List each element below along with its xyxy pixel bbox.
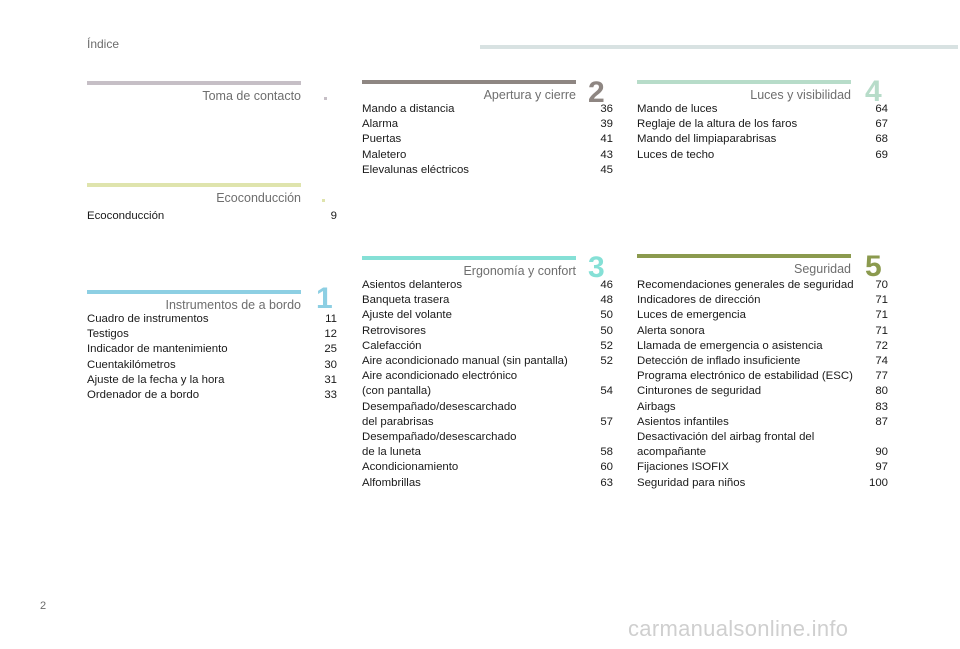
- toc-entry[interactable]: [87, 312, 337, 327]
- toc-entry-label: Aire acondicionado electrónico (con pantalla): [362, 370, 518, 398]
- toc-entry-label: Calefacción: [362, 339, 422, 352]
- toc-entry-page: 52: [600, 355, 613, 368]
- section-title: Apertura y cierre: [483, 88, 576, 102]
- toc-entry-page: 43: [600, 148, 613, 161]
- toc-entry-page: 31: [324, 373, 337, 386]
- toc-entry-page: 58: [600, 446, 613, 459]
- toc-entry-page: 45: [600, 163, 613, 176]
- entry-list: [87, 209, 337, 224]
- toc-entry-page: 33: [324, 389, 337, 402]
- toc-entry-label: Reglaje de la altura de los faros: [637, 118, 798, 131]
- section-bar: [87, 290, 301, 294]
- toc-entry-label: Luces de techo: [637, 148, 715, 161]
- toc-entry[interactable]: [87, 388, 337, 403]
- toc-entry[interactable]: [362, 102, 613, 117]
- toc-entry[interactable]: [362, 460, 613, 475]
- toc-entry-label: Luces de emergencia: [637, 309, 746, 322]
- entry-list: [637, 102, 888, 163]
- toc-entry-page: 64: [875, 103, 888, 115]
- toc-entry-label: Alfombrillas: [362, 476, 421, 489]
- toc-entry-page: 87: [875, 415, 888, 428]
- section-number: 3: [588, 251, 605, 284]
- section-bar: [637, 254, 851, 258]
- toc-entry-label: Desempañado/desescarchado de la luneta: [362, 431, 517, 459]
- toc-entry[interactable]: [637, 308, 888, 323]
- toc-entry-label: Fijaciones ISOFIX: [637, 461, 729, 474]
- toc-entry-label: Cuentakilómetros: [87, 358, 176, 371]
- toc-entry-label: Elevalunas eléctricos: [362, 163, 469, 176]
- page-title: Índice: [87, 37, 120, 51]
- toc-entry-label: Llamada de emergencia o asistencia: [637, 339, 823, 352]
- toc-entry-label: Ordenador de a bordo: [87, 389, 200, 402]
- toc-entry-label: Asientos delanteros: [362, 279, 463, 291]
- toc-entry[interactable]: [362, 163, 613, 178]
- toc-entry-label: Mando a distancia: [362, 103, 455, 115]
- toc-entry[interactable]: [362, 324, 613, 339]
- toc-entry[interactable]: [87, 358, 337, 373]
- section-number: 2: [588, 76, 605, 109]
- toc-entry[interactable]: [362, 339, 613, 354]
- toc-entry-page: 39: [600, 118, 613, 131]
- toc-entry-page: 71: [875, 309, 888, 322]
- header-rule: [480, 45, 958, 49]
- toc-entry-label: Mando del limpiaparabrisas: [637, 133, 777, 146]
- toc-entry-page: 57: [600, 415, 613, 428]
- page-number: 2: [40, 600, 47, 612]
- section-number: 5: [865, 250, 882, 283]
- toc-entry-label: Seguridad para niños: [637, 476, 746, 489]
- section-title: Ergonomía y confort: [463, 264, 576, 278]
- toc-entry-page: 74: [875, 355, 888, 368]
- toc-entry-label: Alarma: [362, 118, 399, 131]
- toc-entry-label: Acondicionamiento: [362, 461, 459, 474]
- section-title: Seguridad: [794, 262, 851, 276]
- toc-entry-label: Desempañado/desescarchado del parabrisas: [362, 400, 517, 428]
- entry-list: [362, 278, 613, 491]
- toc-entry[interactable]: [637, 384, 888, 399]
- watermark: carmanualsonline.info: [628, 616, 849, 641]
- toc-entry-page: 77: [875, 370, 888, 383]
- toc-entry-label: Detección de inflado insuficiente: [637, 355, 801, 368]
- toc-entry-label: Recomendaciones generales de seguridad: [637, 279, 854, 291]
- toc-entry-page: 30: [324, 358, 337, 371]
- toc-entry-page: 97: [875, 461, 888, 474]
- section-bar: [362, 80, 576, 84]
- toc-entry[interactable]: [87, 327, 337, 342]
- toc-entry[interactable]: [637, 339, 888, 354]
- toc-entry[interactable]: [637, 476, 888, 491]
- toc-entry-label: Ajuste del volante: [362, 309, 452, 322]
- toc-entry[interactable]: [362, 369, 613, 399]
- toc-entry-page: 46: [600, 279, 613, 291]
- toc-entry-label: Testigos: [87, 328, 129, 341]
- toc-entry[interactable]: [362, 117, 613, 132]
- toc-entry[interactable]: [637, 354, 888, 369]
- toc-entry-label: Retrovisores: [362, 324, 426, 337]
- section-marker-dot: [324, 97, 327, 100]
- toc-entry[interactable]: [362, 308, 613, 323]
- toc-entry[interactable]: [637, 460, 888, 475]
- toc-entry-page: 68: [875, 133, 888, 146]
- toc-entry-label: Airbags: [637, 400, 676, 413]
- toc-entry-page: 41: [600, 133, 613, 146]
- toc-entry-label: Programa electrónico de estabilidad (ESC): [637, 370, 853, 383]
- toc-entry-page: 54: [600, 385, 613, 398]
- toc-entry-page: 63: [600, 476, 613, 489]
- section-bar: [362, 256, 576, 260]
- toc-entry[interactable]: [637, 324, 888, 339]
- toc-entry-page: 50: [600, 324, 613, 337]
- toc-entry-page: 52: [600, 339, 613, 352]
- toc-entry-label: Desactivación del airbag frontal del acompañante: [637, 431, 815, 459]
- toc-entry-page: 67: [875, 118, 888, 131]
- toc-entry-label: Banqueta trasera: [362, 294, 450, 307]
- section-marker-dot: [322, 199, 325, 202]
- toc-entry-page: 100: [868, 476, 888, 489]
- toc-entry-label: Indicadores de dirección: [637, 294, 761, 307]
- toc-entry[interactable]: [362, 476, 613, 491]
- toc-entry-label: Cuadro de instrumentos: [87, 313, 209, 325]
- toc-entry-page: 80: [875, 385, 888, 398]
- section-number: 1: [316, 282, 333, 315]
- section-number: 4: [865, 75, 882, 108]
- toc-entry[interactable]: [637, 293, 888, 308]
- section-title: Instrumentos de a bordo: [165, 298, 301, 312]
- toc-entry[interactable]: [362, 278, 613, 293]
- toc-entry-page: 36: [600, 103, 613, 115]
- toc-entry[interactable]: [637, 369, 888, 384]
- toc-entry-label: Ajuste de la fecha y la hora: [87, 373, 225, 386]
- section-bar: [637, 80, 851, 84]
- toc-entry[interactable]: [87, 209, 337, 224]
- toc-entry-page: 83: [875, 400, 888, 413]
- toc-entry-page: 90: [875, 446, 888, 459]
- toc-entry-page: 48: [600, 294, 613, 307]
- toc-entry-page: 60: [600, 461, 613, 474]
- toc-entry[interactable]: [637, 278, 888, 293]
- toc-entry-page: 11: [325, 313, 337, 325]
- entry-list: [362, 102, 613, 178]
- toc-entry[interactable]: [362, 132, 613, 147]
- toc-entry-label: Mando de luces: [637, 103, 718, 115]
- section-title: Ecoconducción: [216, 191, 301, 205]
- toc-entry[interactable]: [637, 148, 888, 163]
- toc-entry-page: 50: [600, 309, 613, 322]
- entry-list: [637, 278, 888, 491]
- toc-entry-label: Maletero: [362, 148, 407, 161]
- toc-entry-label: Puertas: [362, 133, 402, 146]
- toc-entry-label: Ecoconducción: [87, 210, 165, 222]
- section-bar: [87, 81, 301, 85]
- toc-entry[interactable]: [362, 354, 613, 369]
- toc-entry-label: Indicador de mantenimiento: [87, 343, 228, 356]
- toc-entry[interactable]: [637, 117, 888, 132]
- toc-entry[interactable]: [362, 148, 613, 163]
- toc-entry[interactable]: [362, 400, 613, 430]
- toc-entry-page: 25: [324, 343, 337, 356]
- toc-entry-label: Asientos infantiles: [637, 415, 729, 428]
- toc-entry-page: 70: [875, 279, 888, 291]
- toc-entry-page: 12: [324, 328, 337, 341]
- toc-entry[interactable]: [637, 102, 888, 117]
- section-title: Toma de contacto: [202, 89, 301, 103]
- toc-entry[interactable]: [87, 373, 337, 388]
- toc-entry[interactable]: [637, 415, 888, 430]
- entry-list: [87, 312, 337, 403]
- toc-entry[interactable]: [87, 342, 337, 357]
- toc-entry-label: Aire acondicionado manual (sin pantalla): [362, 355, 568, 368]
- toc-entry-page: 71: [875, 324, 888, 337]
- toc-entry-label: Cinturones de seguridad: [637, 385, 762, 398]
- toc-entry-page: 71: [875, 294, 888, 307]
- toc-entry[interactable]: [362, 430, 613, 460]
- section-bar: [87, 183, 301, 187]
- toc-entry[interactable]: [637, 132, 888, 147]
- toc-entry[interactable]: [637, 400, 888, 415]
- toc-entry-page: 72: [875, 339, 888, 352]
- toc-entry[interactable]: [362, 293, 613, 308]
- toc-entry-label: Alerta sonora: [637, 324, 705, 337]
- section-title: Luces y visibilidad: [750, 88, 851, 102]
- toc-entry[interactable]: [637, 430, 888, 460]
- toc-entry-page: 9: [330, 210, 337, 222]
- toc-entry-page: 69: [875, 148, 888, 161]
